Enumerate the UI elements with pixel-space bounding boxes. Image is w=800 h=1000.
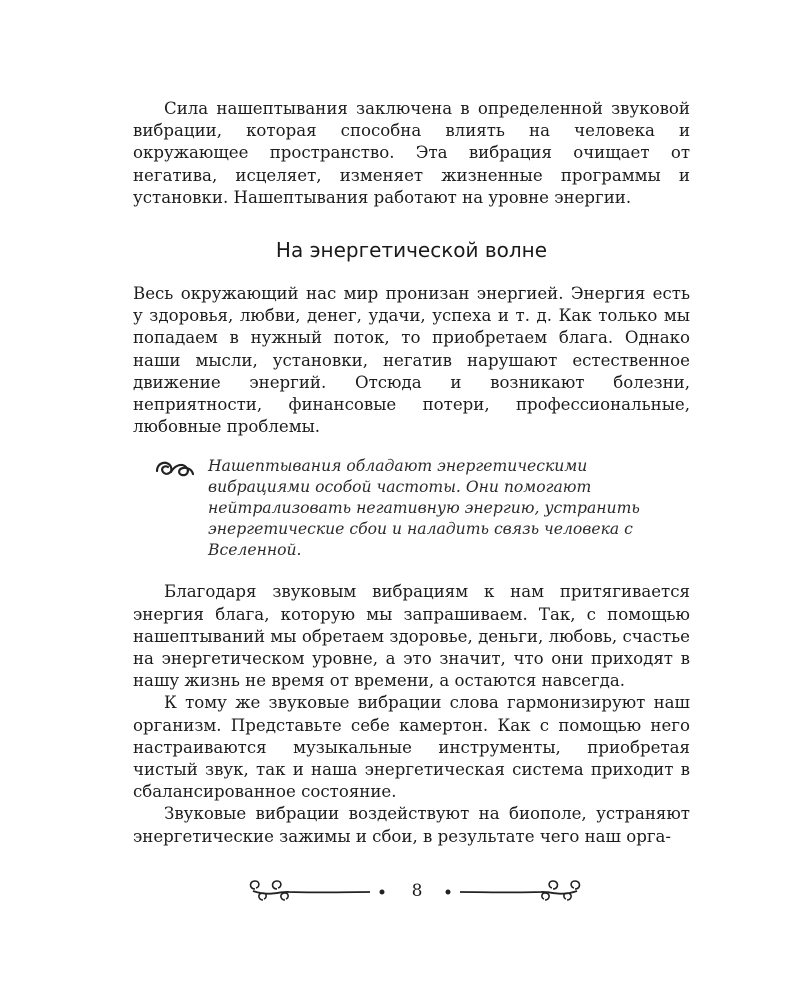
page-footer xyxy=(245,876,585,912)
body-paragraph-2: К тому же звуковые вибрации слова гармонизируют наш организм. Представьте себе камертон. Как с помощью него настраиваются музыкальные инструменты, приобретая чистый звук, так и наша энергетическая система приходит в сбалансированное состояние. xyxy=(133,693,690,802)
right-flourish-icon xyxy=(435,879,585,907)
left-flourish-icon xyxy=(245,879,395,907)
book-page xyxy=(133,98,690,848)
body-paragraph-3: Звуковые вибрации воздействуют на биополе, устраняют энергетические зажимы и сбои, в результате чего наш орга- xyxy=(133,804,690,846)
body-paragraph-1: Благодаря звуковым вибрациям к нам притягивается энергия блага, которую мы запрашиваем. Так, с помощью нашептываний мы обретаем здоровье, деньги, любовь, счастье на энергетическом уровне, а это значит, что они приходят в нашу жизнь не время от времени, а остаются навсегда. xyxy=(133,582,690,691)
callout-text: Нашептывания обладают энергетическими вибрациями особой частоты. Они помогают нейтрализовать негативную энергию, устранить энергетические сбои и наладить связь человека с Вселенной. xyxy=(208,457,640,560)
section-heading: На энергетической волне xyxy=(275,238,548,263)
page-number: 8 xyxy=(411,881,423,901)
intro-paragraph: Сила нашептывания заключена в определенной звуковой вибрации, которая способна влиять на человека и окружающее пространство. Эта вибрация очищает от негатива, исцеляет, изменяет жизненные программы и установки. Нашептывания работают на уровне энергии. xyxy=(133,99,690,207)
section-paragraph: Весь окружающий нас мир пронизан энергией. Энергия есть у здоровья, любви, денег, удачи, успеха и т. д. Как только мы попадаем в нужный поток, то приобретаем блага. Однако наши мысли, установки, негатив нарушают естественное движение энергий. Отсюда и возникают болезни, неприятности, финансовые потери, профессиональные, любовные проблемы. xyxy=(133,284,690,437)
callout-quote xyxy=(133,456,690,561)
ornamental-quote-icon xyxy=(153,458,197,478)
